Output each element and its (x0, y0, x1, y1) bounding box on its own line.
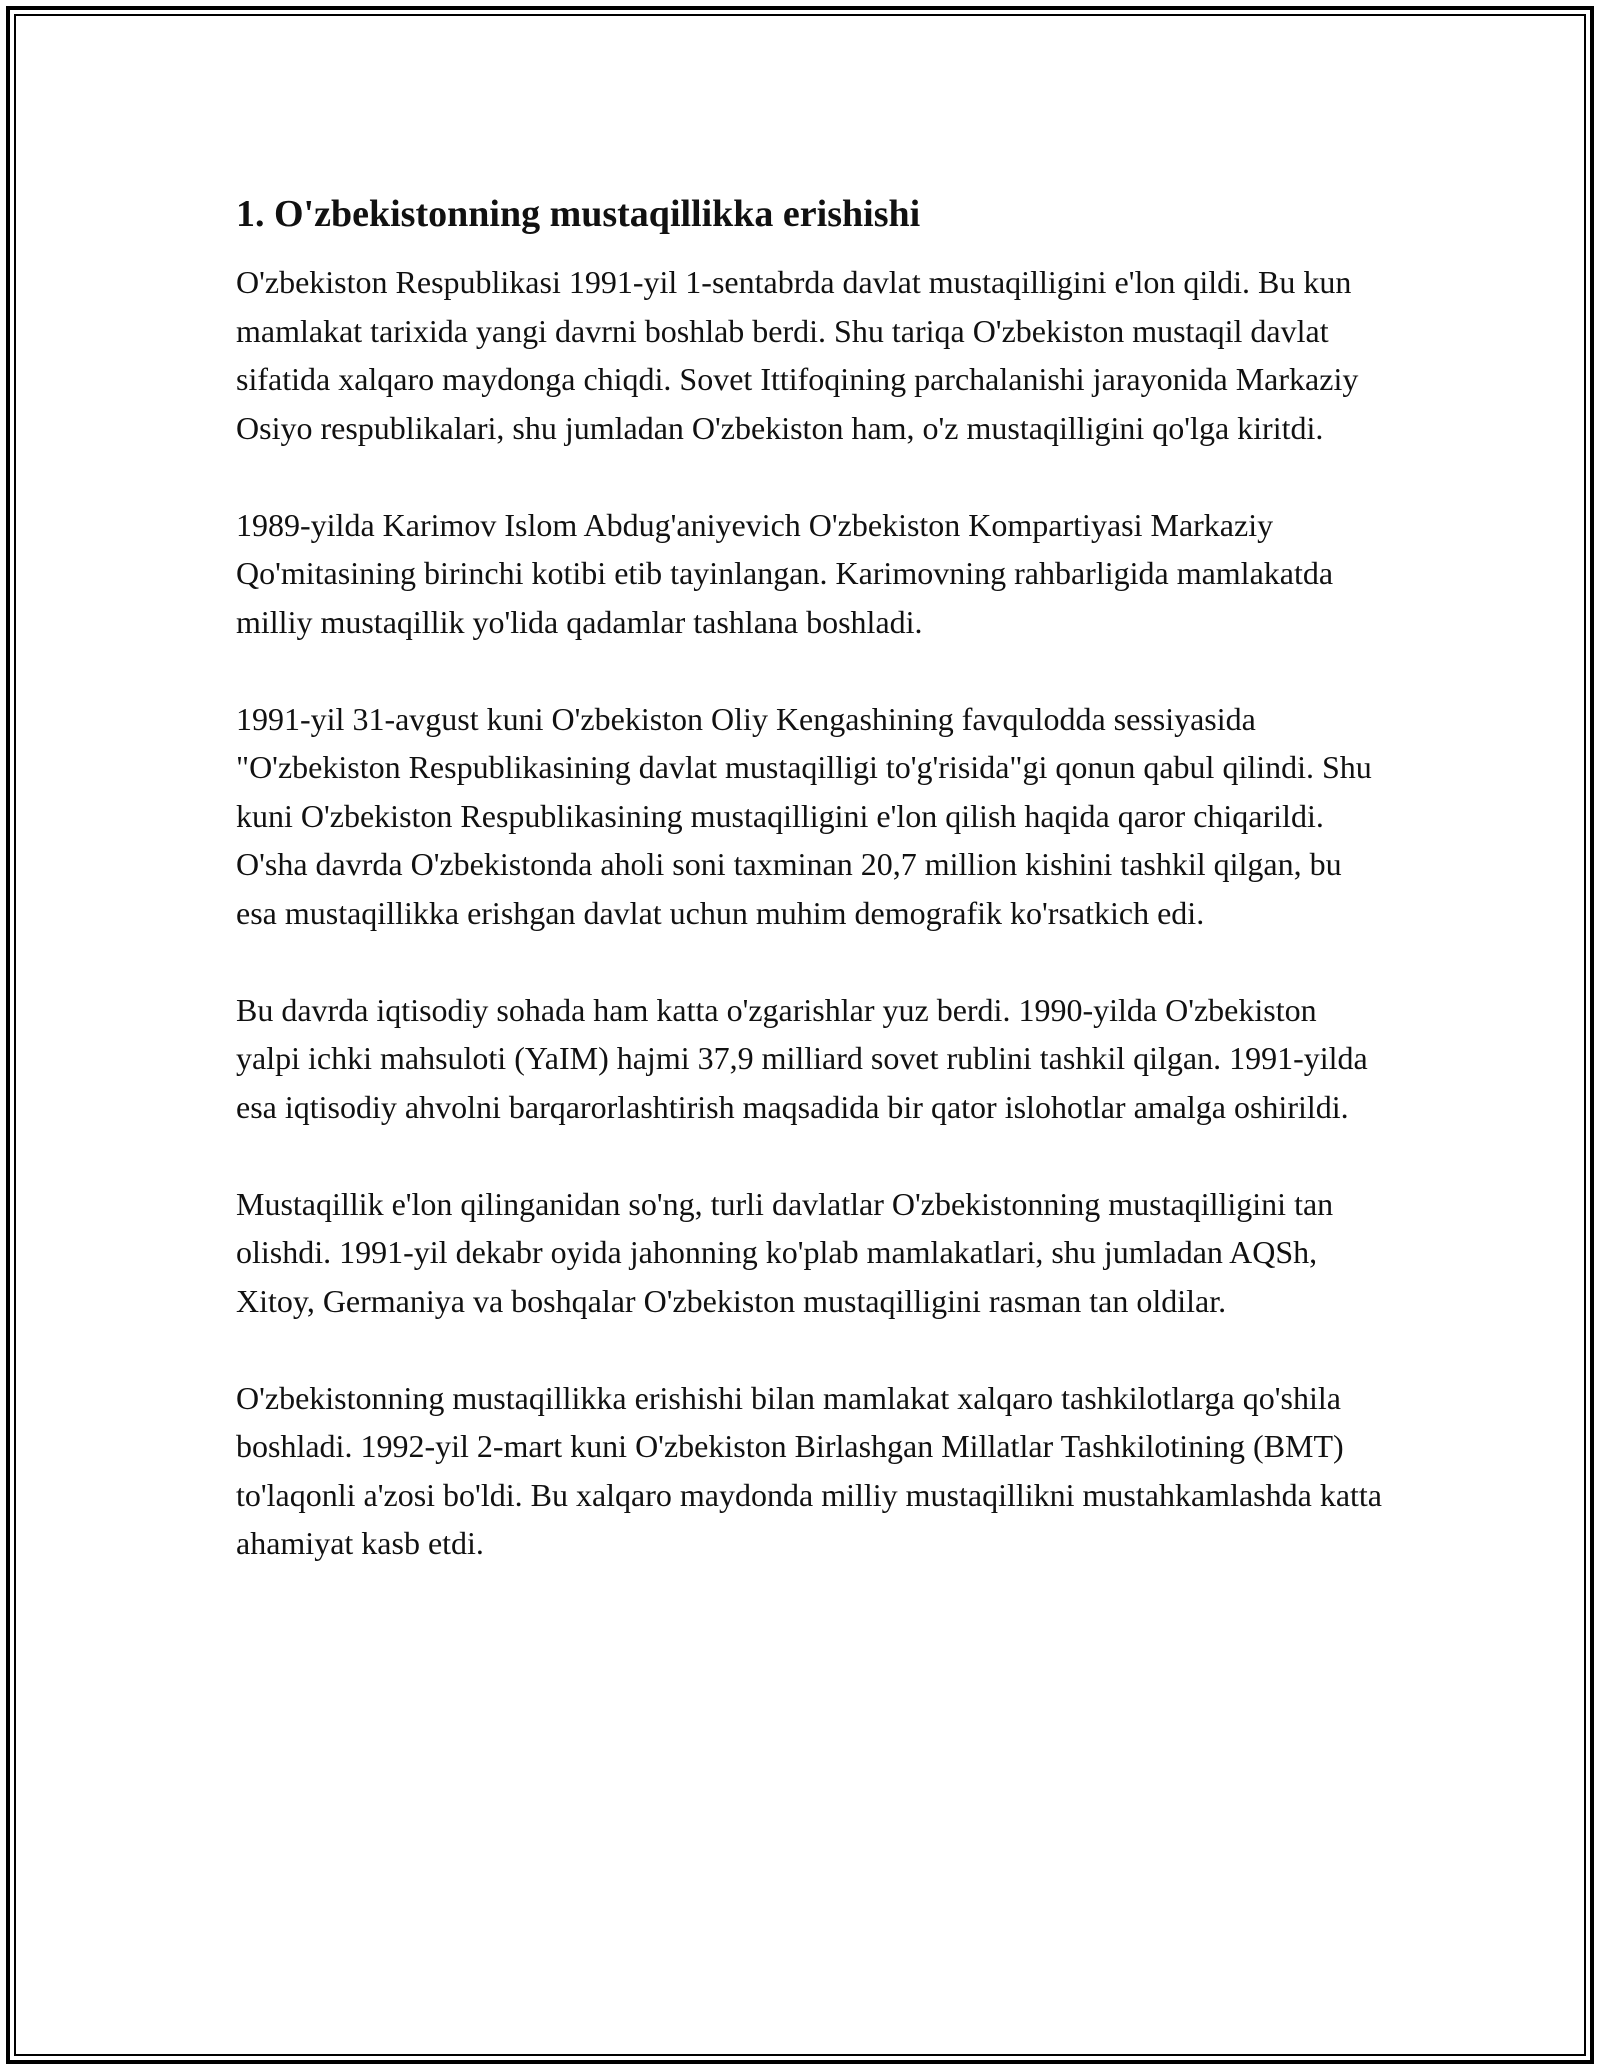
paragraph-karimov-appointment: 1989-yilda Karimov Islom Abdug'aniyevich O'zbekiston Kompartiyasi Markaziy Qo'mitasining birinchi kotibi etib tayinlangan. Karimovning rahbarligida mamlakatda milliy mustaqillik yo'lida qadamlar tashlana boshladi. (236, 506, 1334, 640)
paragraph-supreme-council-session: 1991-yil 31-avgust kuni O'zbekiston Oliy Kengashining favqulodda sessiyasida "O'zbekiston Respublikasining davlat mustaqilligi to'g'risida"gi qonun qabul qilindi. Shu kuni O'zbekiston Respublikasining mustaqilligini e'lon qilish haqida qaror chiqarildi. O'sha davrda O'zbekistonda aholi soni taxminan 20,7 million kishini tashkil qilgan, bu esa mustaqillikka erishgan davlat uchun muhim demografik ko'rsatkich edi. (236, 700, 1372, 931)
paragraph-economic-changes: Bu davrda iqtisodiy sohada ham katta o'zgarishlar yuz berdi. 1990-yilda O'zbekiston yalpi ichki mahsuloti (YaIM) hajmi 37,9 milliard sovet rublini tashkil qilgan. 1991-yilda esa iqtisodiy ahvolni barqarorlashtirish maqsadida bir qator islohotlar amalga oshirildi. (236, 991, 1368, 1125)
paragraph-un-membership: O'zbekistonning mustaqillikka erishishi bilan mamlakat xalqaro tashkilotlarga qo'shila boshladi. 1992-yil 2-mart kuni O'zbekiston Birlashgan Millatlar Tashkilotining (BMT) to'laqonli a'zosi bo'ldi. Bu xalqaro maydonda milliy mustaqillikni mustahkamlashda katta ahamiyat kasb etdi. (236, 1379, 1382, 1561)
paragraph-international-recognition: Mustaqillik e'lon qilinganidan so'ng, turli davlatlar O'zbekistonning mustaqilligini tan olishdi. 1991-yil dekabr oyida jahonning ko'plab mamlakatlari, shu jumladan AQSh, Xitoy, Germaniya va boshqalar O'zbekiston mustaqilligini rasman tan oldilar. (236, 1185, 1334, 1319)
section-heading: 1. O'zbekistonning mustaqillikka erishishi (236, 193, 921, 235)
paragraph-independence-declaration: O'zbekiston Respublikasi 1991-yil 1-sentabrda davlat mustaqilligini e'lon qildi. Bu kun mamlakat tarixida yangi davrni boshlab berdi. Shu tariqa O'zbekiston mustaqil davlat sifatida xalqaro maydonga chiqdi. Sovet Ittifoqining parchalanishi jarayonida Markaziy Osiyo respublikalari, shu jumladan O'zbekiston ham, o'z mustaqilligini qo'lga kiritdi. (236, 264, 1359, 446)
document-body (236, 188, 1386, 1616)
